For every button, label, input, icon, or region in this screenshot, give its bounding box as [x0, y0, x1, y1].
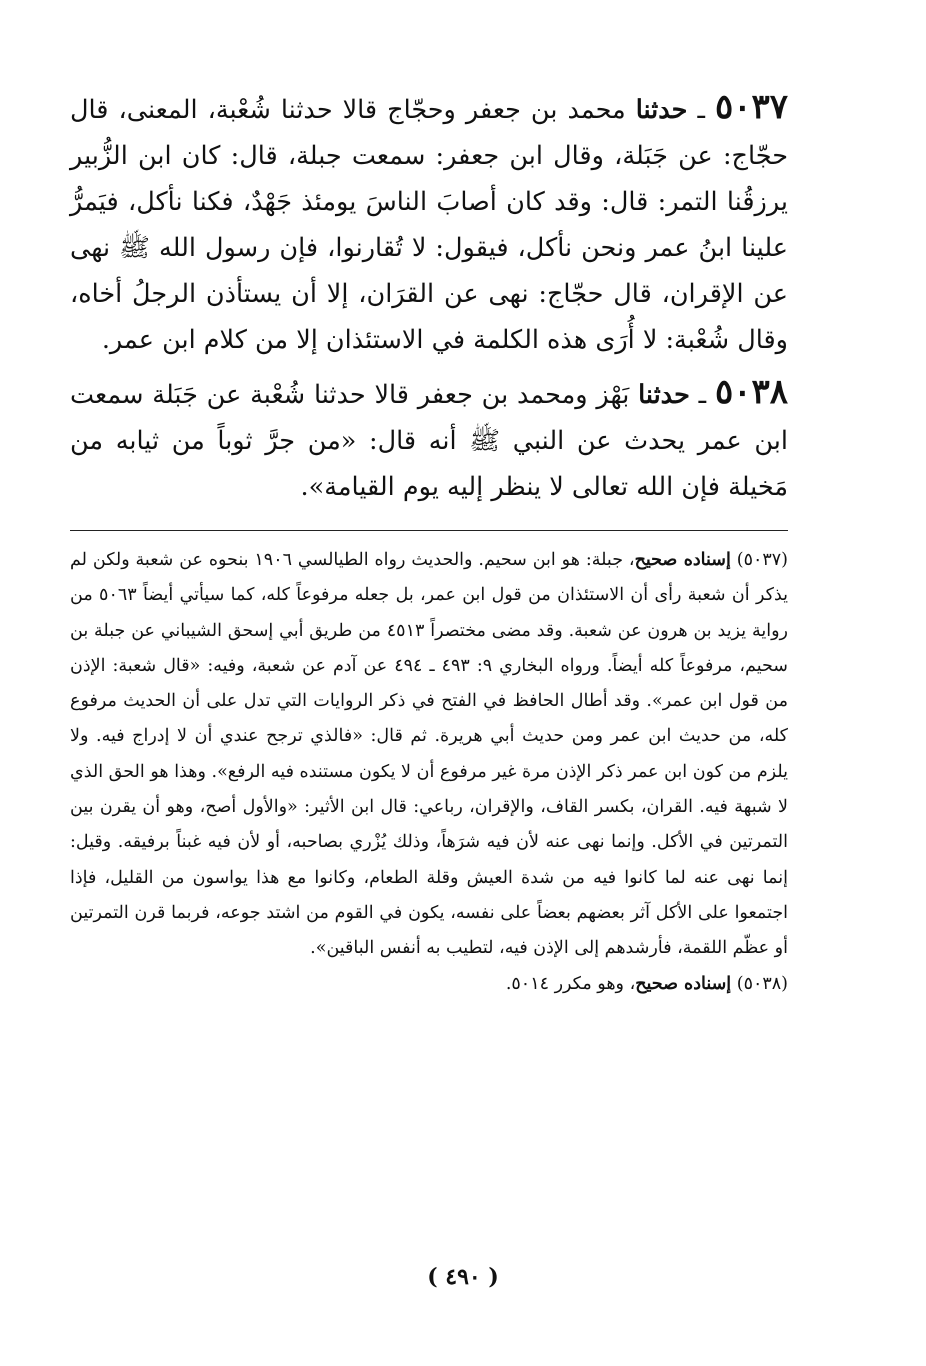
footnote-text: ، جبلة: هو ابن سحيم. والحديث رواه الطيالسي ١٩٠٦ بنحوه عن شعبة ولكن لم يذكر أن شعبة رأى أن الاستئذان من قول ابن عمر، بل جعله مرفوعاً كله، كما سيأتي أيضاً ٥٠٦٣ من رواية يزيد بن هرون عن شعبة. وقد مضى مختصراً ٤٥١٣ من طريق أبي إسحق الشيباني عن جبلة بن سحيم، مرفوعاً كله أيضاً. ورواه البخاري ٩: ٤٩٣ ـ ٤٩٤ عن آدم عن شعبة، وفيه: «قال شعبة: الإذن من قول ابن عمر». وقد أطال الحافظ في الفتح في ذكر الروايات التي تدل على أن الحديث مرفوع كله، من حديث ابن عمر ومن حديث أبي هريرة. ثم قال: «فالذي ترجح عندي أن لا إدراج فيه. ولا يلزم من كون ابن عمر ذكر الإذن مرة غير مرفوع أن لا يكون مستنده فيه الرفع». وهذا هو الحق الذي لا شبهة فيه. القران، بكسر القاف، والإقران، رباعي: قال ابن الأثير: «والأول أصح، وهو أن يقرن بين التمرتين في الأكل. وإنما نهى عنه لأن فيه شرَهاً، وذلك يُزْري بصاحبه، أو لأن فيه غبناً برفيقه. وقيل: إنما نهى عنه لما كانوا فيه من شدة العيش وقلة الطعام، وكانوا مع هذا يواسون من القليل، فإذا اجتمعوا على الأكل آثر بعضهم بعضاً على نفسه، يكون في القوم من اشتد جوعه، فربما قرن التمرتين أو عظّم اللقمة، فأرشدهم إلى الإذن فيه، لتطيب به أنفس الباقين».: [70, 550, 788, 959]
page-number: ( ٤٩٠ ): [427, 1264, 499, 1290]
hadith-text: بَهْز ومحمد بن جعفر قالا حدثنا شُعْبة عن جَبَلة سمعت ابن عمر يحدث عن النبي ﷺ أنه قال: «من جرَّ ثوباً من ثيابه من مَخيلة فإن الله تعالى لا ينظر إليه يوم القيامة».: [70, 380, 788, 502]
hadith-lead-word: حدثنا: [638, 380, 690, 410]
hadith-number: ٥٠٣٨: [714, 372, 788, 412]
footnote-divider: [70, 530, 788, 531]
footnote-text: ، وهو مكرر ٥٠١٤.: [505, 973, 636, 994]
hadith-text: محمد بن جعفر وحجّاج قالا حدثنا شُعْبة، المعنى، قال حجّاج: عن جَبَلة، وقال ابن جعفر: سمعت جبلة، قال: كان ابن الزُّبير يرزقُنا التمر: قال: وقد كان أصابَ الناسَ يومئذ جَهْدٌ، فكنا نأكل، فيَمرُّ علينا ابنُ عمر ونحن نأكل، فيقول: لا تُقارنوا، فإن رسول الله ﷺ نهى عن الإقران، قال حجّاج: نهى عن القرَان، إلا أن يستأذن الرجلُ أخاه، وقال شُعْبة: لا أُرَى هذه الكلمة في الاستئذان إلا من كلام ابن عمر.: [70, 95, 788, 355]
hadith-dash: ـ: [687, 95, 715, 125]
hadith-dash: ـ: [689, 380, 715, 410]
footnote-5037: [70, 543, 788, 967]
hadith-number: ٥٠٣٧: [714, 87, 788, 127]
footnote-ref: (٥٠٣٨): [736, 973, 788, 994]
footnote-lead: إسناده صحيح: [634, 550, 731, 570]
footnote-5038: [70, 967, 788, 1002]
hadith-5037: [70, 84, 788, 363]
footnote-lead: إسناده صحيح: [635, 973, 732, 994]
hadith-lead-word: حدثنا: [635, 95, 688, 125]
page-body: [70, 84, 788, 1002]
footnote-ref: (٥٠٣٧): [736, 550, 788, 570]
footnotes: [70, 543, 788, 1002]
hadith-5038: [70, 369, 788, 510]
